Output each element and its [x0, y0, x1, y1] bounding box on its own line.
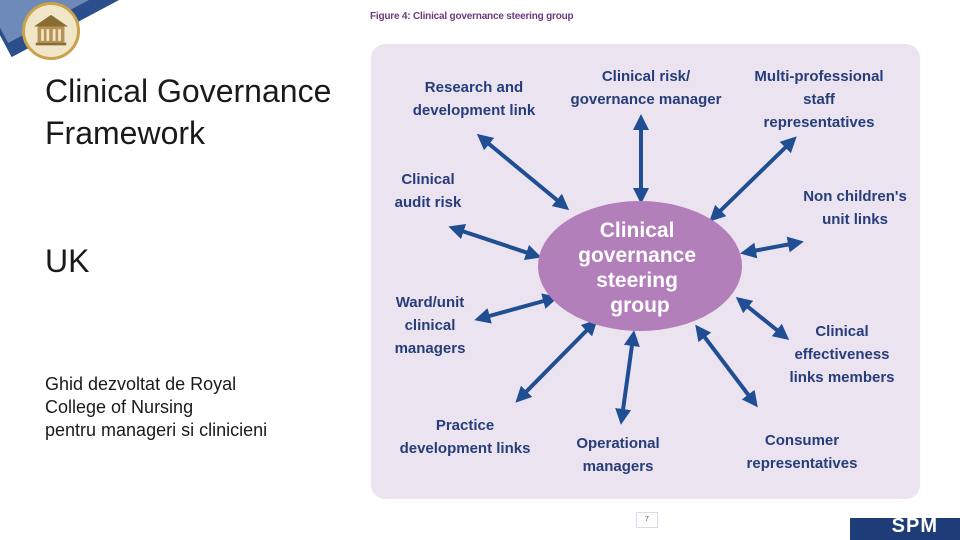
- node-label-line: Ward/unit: [395, 294, 465, 311]
- node-label-line: Practice: [435, 417, 495, 434]
- arrow-multi-professional: [715, 142, 791, 216]
- node-label-line: Multi-professional: [754, 68, 884, 85]
- center-label-line: governance: [578, 244, 697, 267]
- figure-caption: Figure 4: Clinical governance steering group: [370, 11, 574, 22]
- node-label-line: governance manager: [570, 91, 722, 108]
- center-label-line: steering: [596, 269, 678, 292]
- node-label-line: Clinical: [815, 323, 869, 340]
- node-label-operational: [576, 435, 659, 475]
- arrow-operational: [622, 338, 633, 417]
- node-label-multi-professional: [754, 68, 883, 131]
- node-label-line: unit links: [822, 211, 888, 228]
- node-label-clinical-audit: [395, 171, 462, 211]
- node-label-line: links members: [789, 369, 895, 386]
- arrow-clinical-audit: [456, 229, 534, 255]
- page-number: 7: [636, 512, 658, 528]
- arrow-non-childrens: [748, 243, 796, 252]
- node-label-line: Non children's: [803, 188, 907, 205]
- node-label-line: effectiveness: [794, 346, 890, 363]
- node-label-line: Consumer: [764, 432, 840, 449]
- node-label-non-childrens: [803, 188, 907, 228]
- node-label-ward-unit: [395, 294, 466, 357]
- node-label-practice-development: [400, 417, 531, 457]
- footer-logo-mark: SPM: [891, 515, 938, 537]
- arrow-practice-development: [521, 325, 592, 397]
- node-label-line: Research and: [424, 79, 524, 96]
- slide-note-line: pentru manageri si clinicieni: [45, 420, 268, 440]
- node-label-line: Operational: [576, 435, 660, 452]
- node-label-clinical-risk-manager: [571, 68, 722, 108]
- node-label-line: audit risk: [394, 194, 462, 211]
- arrow-clinical-effectiveness: [742, 302, 783, 335]
- node-label-line: representatives: [763, 114, 875, 131]
- slide-note-line: College of Nursing: [45, 397, 194, 417]
- slide-subtitle: UK: [45, 243, 90, 279]
- node-label-research: [413, 79, 536, 119]
- center-label-line: Clinical: [599, 219, 675, 242]
- node-label-line: Clinical risk/: [601, 68, 691, 85]
- node-label-consumer: [747, 432, 858, 472]
- node-label-line: clinical: [404, 317, 456, 334]
- node-label-line: staff: [803, 91, 835, 108]
- footer-logo: [850, 510, 960, 540]
- center-label-line: group: [610, 294, 670, 317]
- node-label-line: development link: [412, 102, 536, 119]
- node-label-line: representatives: [746, 455, 858, 472]
- arrow-ward-unit: [482, 299, 551, 318]
- slide-note-line: Ghid dezvoltat de Royal: [45, 374, 237, 394]
- node-label-line: managers: [582, 458, 654, 475]
- slide-title-line: Clinical Governance: [45, 73, 332, 109]
- node-label-line: Clinical: [401, 171, 455, 188]
- arrow-research: [483, 139, 563, 205]
- slide-title-line: Framework: [45, 115, 206, 151]
- node-label-line: managers: [394, 340, 466, 357]
- arrow-consumer: [700, 331, 753, 401]
- node-label-line: development links: [399, 440, 531, 457]
- node-label-clinical-effectiveness: [789, 323, 894, 386]
